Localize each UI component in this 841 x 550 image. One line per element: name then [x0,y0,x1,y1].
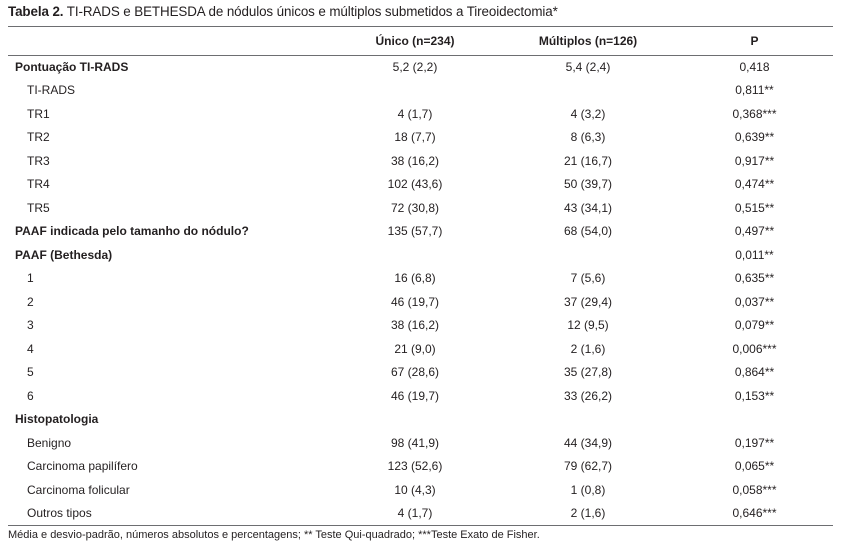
table-body [8,55,833,525]
row-label: TR5 [27,200,50,215]
row-label: 1 [27,271,34,286]
cell-unico: 46 (19,7) [390,388,440,403]
cell-multiplos [500,79,676,103]
cell-unico: 4 (1,7) [397,106,433,121]
cell-p-value: 0,058*** [732,482,777,497]
cell-p-value: 0,864** [734,365,775,380]
cell-multiplos [500,408,676,432]
bottom-rule [8,525,833,526]
table-row [8,502,833,526]
cell-unico: 38 (16,2) [390,318,440,333]
cell-multiplos: 50 (39,7) [563,177,613,192]
cell-unico [330,243,500,267]
cell-p-value: 0,917** [734,153,775,168]
footnote: Média e desvio-padrão, números absolutos e percentagens; ** Teste Qui-quadrado; ***Teste Exato de Fisher. [8,529,540,541]
cell-p-value: 0,418 [739,59,770,74]
cell-p-value: 0,006*** [732,341,777,356]
table-caption-label: Tabela 2. [8,4,64,19]
cell-p-value [676,408,833,432]
cell-p-value: 0,037** [734,294,775,309]
row-label: Carcinoma folicular [27,482,130,497]
cell-unico: 123 (52,6) [387,459,443,474]
cell-p-value: 0,497** [734,224,775,239]
row-label: Outros tipos [27,506,92,521]
table-row [8,79,833,103]
cell-unico: 18 (7,7) [394,130,436,145]
cell-multiplos: 8 (6,3) [570,130,606,145]
table-caption-text: TI-RADS e BETHESDA de nódulos únicos e múltiplos submetidos a Tireoidectomia* [63,4,558,19]
table-row [8,361,833,385]
cell-p-value: 0,474** [734,177,775,192]
header-multiplos: Múltiplos (n=126) [538,34,638,48]
cell-multiplos: 33 (26,2) [563,388,613,403]
table-row [8,408,833,432]
header-variable [8,27,330,55]
cell-multiplos [500,243,676,267]
row-label: 4 [27,341,34,356]
cell-unico: 38 (16,2) [390,153,440,168]
row-label: TR1 [27,106,50,121]
row-label: 3 [27,318,34,333]
cell-unico: 102 (43,6) [387,177,443,192]
cell-multiplos: 44 (34,9) [563,435,613,450]
cell-p-value: 0,011** [735,247,774,262]
cell-p-value: 0,153** [734,388,775,403]
cell-p-value: 0,811** [735,83,774,98]
header-unico: Único (n=234) [375,34,455,48]
cell-unico: 4 (1,7) [397,506,433,521]
cell-multiplos: 43 (34,1) [563,200,613,215]
row-label: Histopatologia [15,412,99,427]
table-row [8,337,833,361]
cell-p-value: 0,368*** [732,106,777,121]
cell-unico: 21 (9,0) [394,341,436,356]
cell-multiplos: 35 (27,8) [563,365,613,380]
table-caption [8,4,558,19]
cell-multiplos: 37 (29,4) [563,294,613,309]
cell-multiplos: 2 (1,6) [570,506,606,521]
cell-unico: 46 (19,7) [390,294,440,309]
table-row [8,149,833,173]
cell-multiplos: 2 (1,6) [570,341,606,356]
table-row [8,196,833,220]
cell-unico: 67 (28,6) [390,365,440,380]
data-table [8,27,833,525]
cell-unico: 10 (4,3) [394,482,436,497]
cell-unico: 135 (57,7) [387,224,443,239]
table-row [8,267,833,291]
row-label: 5 [27,365,34,380]
table-row [8,478,833,502]
table-row [8,102,833,126]
cell-p-value: 0,515** [734,200,775,215]
cell-p-value: 0,635** [734,271,775,286]
cell-multiplos: 4 (3,2) [570,106,606,121]
table-row [8,173,833,197]
cell-unico: 5,2 (2,2) [392,59,438,74]
cell-multiplos: 7 (5,6) [570,271,606,286]
cell-multiplos: 12 (9,5) [567,318,609,333]
cell-p-value: 0,197** [734,435,775,450]
cell-unico: 98 (41,9) [390,435,440,450]
cell-multiplos: 5,4 (2,4) [565,59,611,74]
table-row [8,455,833,479]
row-label: TI-RADS [27,83,75,98]
table-row [8,55,833,79]
row-label: 2 [27,294,34,309]
row-label: Carcinoma papilífero [27,459,138,474]
row-label: TR3 [27,153,50,168]
row-label: PAAF indicada pelo tamanho do nódulo? [15,224,249,239]
table-row [8,290,833,314]
cell-unico [330,79,500,103]
row-label: 6 [27,388,34,403]
table-row [8,314,833,338]
row-label: TR4 [27,177,50,192]
header-row [8,27,833,55]
header-p: P [750,34,759,48]
cell-p-value: 0,079** [734,318,775,333]
table-row [8,243,833,267]
cell-multiplos: 1 (0,8) [570,482,606,497]
table-row [8,126,833,150]
cell-unico: 16 (6,8) [394,271,436,286]
cell-multiplos: 79 (62,7) [563,459,613,474]
cell-p-value: 0,065** [734,459,775,474]
row-label: PAAF (Bethesda) [15,247,113,262]
cell-p-value: 0,646*** [732,506,777,521]
table-row [8,384,833,408]
table-row [8,431,833,455]
cell-multiplos: 68 (54,0) [563,224,613,239]
row-label: Pontuação TI-RADS [15,59,129,74]
row-label: Benigno [27,435,72,450]
cell-unico [330,408,500,432]
cell-p-value: 0,639** [734,130,775,145]
cell-unico: 72 (30,8) [390,200,440,215]
row-label: TR2 [27,130,50,145]
cell-multiplos: 21 (16,7) [563,153,613,168]
table-row [8,220,833,244]
